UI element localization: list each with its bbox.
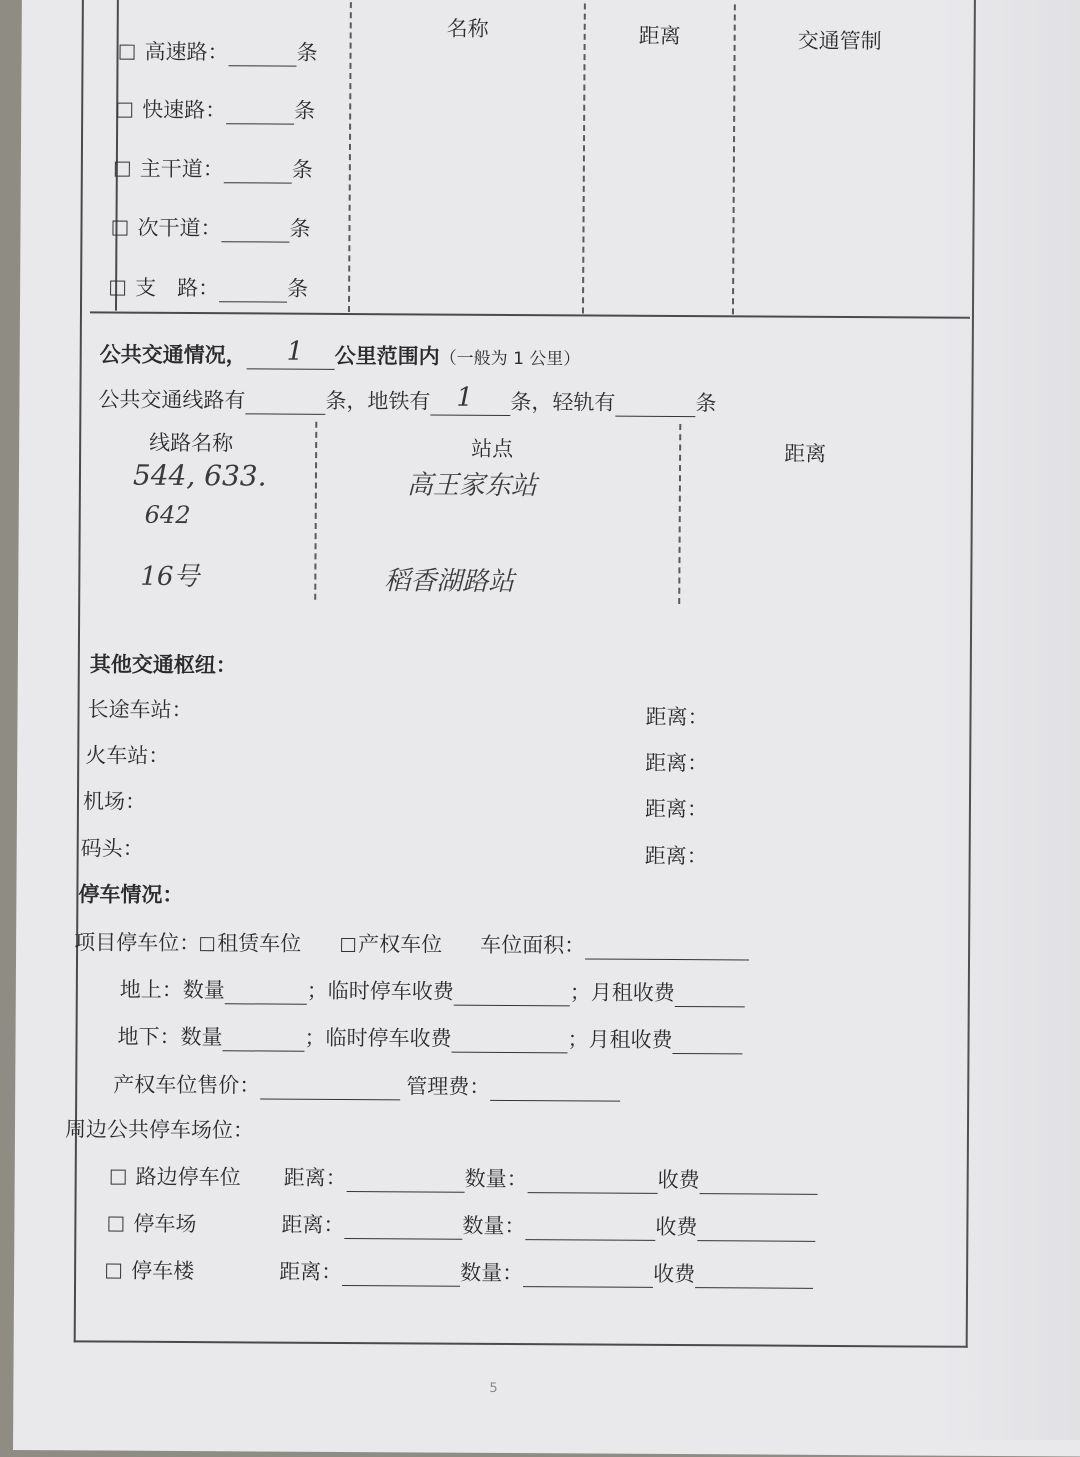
- road-label: 快速路：: [142, 97, 227, 123]
- label: ；临时停车收费: [304, 1025, 452, 1051]
- page-number: 5: [489, 1380, 498, 1396]
- col-header-line: 线路名称: [149, 430, 234, 456]
- hub-label: 长途车站：: [87, 697, 193, 723]
- road-row: [117, 94, 315, 125]
- monthly-fee-field[interactable]: [672, 1033, 742, 1054]
- ownership-price-row: [113, 1069, 620, 1102]
- road-row: [112, 212, 310, 243]
- below-ground-row: [117, 1021, 742, 1055]
- checkbox[interactable]: [117, 103, 132, 118]
- distance-field[interactable]: [342, 1265, 460, 1287]
- road-label: 支 路：: [135, 275, 220, 301]
- col-header-station: 站点: [471, 436, 514, 462]
- label: 地上：数量: [119, 977, 225, 1003]
- unit: 条: [296, 40, 318, 65]
- col-header-name: 名称: [446, 16, 489, 41]
- label: 收费: [657, 1167, 700, 1193]
- count-field[interactable]: [525, 1219, 655, 1241]
- label: 收费: [655, 1214, 698, 1240]
- road-label: 主干道：: [139, 156, 224, 182]
- section-title: 周边公共停车场位：: [64, 1117, 255, 1143]
- road-label: 高速路：: [144, 39, 229, 65]
- road-count-field[interactable]: [224, 162, 292, 183]
- label: 管理费：: [406, 1074, 491, 1099]
- light-rail-field[interactable]: [615, 396, 695, 417]
- above-ground-row: [120, 974, 745, 1008]
- nearby-parking-row: [108, 1208, 815, 1242]
- fee-field[interactable]: [700, 1173, 818, 1195]
- public-transport-range: [100, 338, 581, 371]
- col-header-traffic-control: 交通管制: [797, 28, 882, 54]
- label: 条，地铁有: [325, 388, 431, 414]
- option-label: 路边停车位: [135, 1164, 241, 1190]
- section-title: 停车情况：: [78, 882, 184, 908]
- handwritten-station: 稻香湖路站: [384, 566, 515, 598]
- road-row: [115, 153, 313, 184]
- distance-field[interactable]: [347, 1171, 465, 1193]
- section-title: 其他交通枢纽：: [89, 652, 237, 678]
- fee-field[interactable]: [697, 1220, 815, 1242]
- handwritten-station: 高王家东站: [406, 470, 538, 502]
- label: 条，轻轨有: [510, 389, 616, 415]
- option-label: 停车场: [133, 1211, 197, 1237]
- label: 数量：: [462, 1213, 526, 1239]
- checkbox[interactable]: [341, 938, 355, 952]
- handwritten-range: 1: [286, 336, 304, 367]
- metro-field[interactable]: [430, 382, 510, 416]
- handwritten-line-names: 642: [144, 500, 191, 530]
- nearby-parking-row: [106, 1255, 813, 1289]
- label: 距离：: [281, 1212, 345, 1237]
- label: 地下：数量: [117, 1024, 223, 1050]
- count-field[interactable]: [222, 1030, 304, 1052]
- checkbox[interactable]: [112, 221, 127, 236]
- monthly-fee-field[interactable]: [675, 986, 745, 1007]
- unit: 条: [287, 276, 309, 301]
- checkbox[interactable]: [115, 162, 130, 177]
- checkbox[interactable]: [110, 281, 125, 296]
- distance-field[interactable]: [344, 1218, 462, 1240]
- document-page: [13, 0, 1080, 1457]
- label: 车位面积：: [480, 932, 586, 958]
- road-count-field[interactable]: [221, 221, 289, 242]
- label: 项目停车位：: [74, 930, 201, 956]
- label: 距离：: [279, 1259, 343, 1284]
- hub-distance-label: 距离：: [645, 704, 709, 730]
- unit: 条: [294, 98, 316, 123]
- label: 公共交通线路有: [98, 387, 246, 413]
- temp-fee-field[interactable]: [451, 1032, 567, 1054]
- handwritten-line-names: 16号: [140, 561, 200, 593]
- hub-distance-label: 距离：: [644, 843, 708, 869]
- unit: 条: [289, 216, 311, 241]
- bus-lines-field[interactable]: [245, 393, 325, 414]
- label: 收费: [653, 1261, 696, 1287]
- range-note: （一般为 1 公里）: [439, 348, 581, 370]
- nearby-parking-row: [111, 1161, 818, 1195]
- label: ；月租收费: [569, 980, 675, 1006]
- checkbox[interactable]: [106, 1264, 121, 1279]
- road-row: [119, 36, 317, 67]
- range-field[interactable]: [247, 336, 335, 370]
- hub-label: 火车站：: [85, 743, 170, 768]
- checkbox[interactable]: [111, 1170, 126, 1185]
- col-header-distance: 距离: [784, 441, 827, 466]
- public-transport-counts: [98, 383, 716, 417]
- label: ；临时停车收费: [306, 978, 454, 1004]
- temp-fee-field[interactable]: [454, 985, 570, 1007]
- handwritten-metro: 1: [456, 382, 474, 413]
- count-field[interactable]: [225, 983, 307, 1005]
- road-count-field[interactable]: [226, 103, 294, 124]
- label: ；月租收费: [567, 1027, 673, 1052]
- option-label: 停车楼: [131, 1258, 195, 1284]
- price-field[interactable]: [260, 1078, 400, 1100]
- option-label: 产权车位: [358, 932, 443, 957]
- fee-field[interactable]: [695, 1267, 813, 1289]
- unit: 条: [291, 157, 313, 182]
- area-field[interactable]: [585, 938, 749, 960]
- hub-distance-label: 距离：: [644, 796, 709, 822]
- label: 产权车位售价：: [113, 1072, 261, 1098]
- col-header-distance: 距离: [638, 23, 681, 49]
- hub-label: 码头：: [80, 836, 144, 861]
- count-field[interactable]: [523, 1266, 653, 1288]
- management-fee-field[interactable]: [490, 1080, 620, 1102]
- range-suffix: 公里范围内: [334, 343, 440, 369]
- section-title: 公共交通情况，: [99, 342, 247, 368]
- hub-label: 机场：: [82, 789, 147, 814]
- checkbox[interactable]: [120, 45, 135, 60]
- road-label: 次干道：: [137, 215, 222, 241]
- count-field[interactable]: [528, 1172, 658, 1194]
- project-parking-row: [74, 926, 749, 960]
- handwritten-line-names: 544, 633.: [132, 458, 267, 493]
- label: 距离：: [283, 1165, 347, 1191]
- label: 数量：: [464, 1166, 528, 1192]
- hub-distance-label: 距离：: [645, 750, 709, 776]
- road-count-field[interactable]: [228, 45, 296, 66]
- checkbox[interactable]: [200, 937, 214, 951]
- option-label: 租赁车位: [217, 931, 302, 956]
- checkbox[interactable]: [108, 1217, 123, 1232]
- road-row: [110, 272, 308, 303]
- road-count-field[interactable]: [219, 281, 287, 302]
- label: 数量：: [460, 1260, 524, 1286]
- label: 条: [695, 391, 717, 416]
